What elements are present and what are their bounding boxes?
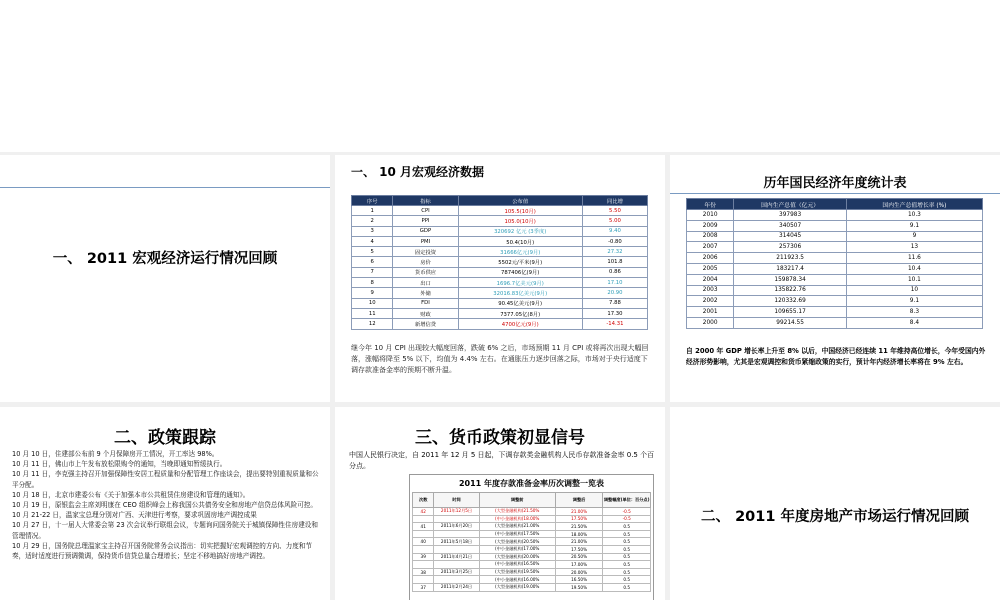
slide-thumbnail-6[interactable] bbox=[670, 407, 1000, 600]
table-row bbox=[413, 576, 651, 584]
table-cell: (大型金融机构)19.00% bbox=[479, 583, 555, 591]
table-title: 2011 年度存款准备金率历次调整一览表 bbox=[458, 479, 605, 488]
table-cell: 41 bbox=[413, 523, 434, 531]
table-cell: 13 bbox=[846, 242, 982, 253]
table-row bbox=[413, 583, 651, 591]
table-row bbox=[352, 226, 648, 236]
slide-title: 一、 2011 宏观经济运行情况回顾 bbox=[52, 251, 278, 267]
table-row bbox=[413, 568, 651, 576]
table-cell: 17.30 bbox=[582, 308, 647, 318]
table-cell: 0.5 bbox=[603, 530, 651, 538]
table-cell: (中小金融机构)18.00% bbox=[479, 515, 555, 523]
table-cell: 0.5 bbox=[603, 523, 651, 531]
table-cell: 2008 bbox=[687, 231, 734, 242]
table-cell: 2000 bbox=[687, 317, 734, 328]
table-cell: 31666亿元(9月) bbox=[458, 247, 582, 257]
table-cell: 21.50% bbox=[555, 523, 603, 531]
table-cell: 1696.7亿美元(9月) bbox=[458, 278, 582, 288]
table-cell: -0.5 bbox=[603, 515, 651, 523]
table-row bbox=[352, 216, 648, 226]
table-row bbox=[413, 538, 651, 546]
table-cell: 21.00% bbox=[555, 538, 603, 546]
table-cell: 39 bbox=[413, 553, 434, 561]
table-cell: (中小金融机构)17.00% bbox=[479, 545, 555, 553]
table-header-cell: 国内生产总值（亿元） bbox=[734, 199, 846, 210]
table-cell: 2011年5月18日 bbox=[434, 538, 479, 546]
table-cell: 397983 bbox=[734, 210, 846, 221]
table-row bbox=[352, 236, 648, 246]
table-cell: 3 bbox=[352, 226, 393, 236]
table-row bbox=[687, 285, 983, 296]
table-cell: 10 bbox=[352, 298, 393, 308]
table-cell: 18.00% bbox=[555, 530, 603, 538]
table-row bbox=[352, 267, 648, 277]
table-cell: 10.4 bbox=[846, 263, 982, 274]
table-cell: 17.50% bbox=[555, 545, 603, 553]
table-cell: 7 bbox=[352, 267, 393, 277]
table-cell bbox=[413, 576, 434, 584]
policy-item: 10 月 19 日，原银监会主席刘明康在 CEO 组织峰会上称我国公共债务安全和房地产信贷总体风险可控。 bbox=[12, 501, 317, 510]
table-cell: 2005 bbox=[687, 263, 734, 274]
policy-item: 10 月 18 日，北京市建委公布《关于加强本市公共租赁住房建设和管理的通知》。 bbox=[12, 490, 250, 499]
slide-thumbnail-1[interactable] bbox=[0, 155, 330, 402]
top-blank-area bbox=[0, 0, 1000, 152]
slide-thumbnail-4[interactable] bbox=[0, 407, 330, 600]
slide-title: 三、货币政策初显信号 bbox=[415, 428, 585, 448]
table-row bbox=[413, 530, 651, 538]
gdp-stats-table bbox=[686, 198, 983, 329]
table-row bbox=[413, 523, 651, 531]
slide-thumbnail-3[interactable] bbox=[670, 155, 1000, 402]
table-header-cell: 序号 bbox=[352, 196, 393, 206]
table-cell: 货币供应 bbox=[393, 267, 458, 277]
table-row bbox=[413, 553, 651, 561]
policy-item: 10 月 11 日，李克强主持召开加强保障性安居工程质量和分配管理工作座谈会，提出要特别重视质量和公平分配。 bbox=[12, 470, 319, 489]
table-row bbox=[687, 253, 983, 264]
table-row bbox=[687, 296, 983, 307]
slide-heading: 历年国民经济年度统计表 bbox=[763, 176, 907, 191]
table-cell bbox=[413, 545, 434, 553]
table-header-cell: 国内生产总值增长率 (%) bbox=[846, 199, 982, 210]
table-cell: 9.1 bbox=[846, 296, 982, 307]
table-cell: (大型金融机构)19.50% bbox=[479, 568, 555, 576]
table-cell: -14.31 bbox=[582, 319, 647, 329]
table-cell bbox=[413, 561, 434, 569]
table-cell: 11 bbox=[352, 308, 393, 318]
table-row bbox=[352, 308, 648, 318]
table-cell: 7.88 bbox=[582, 298, 647, 308]
table-cell: 0.5 bbox=[603, 583, 651, 591]
table-cell: 2006 bbox=[687, 253, 734, 264]
table-cell: 10.3 bbox=[846, 210, 982, 221]
table-row bbox=[687, 317, 983, 328]
table-row bbox=[687, 274, 983, 285]
policy-item: 10 月 27 日，十一届人大常委会第 23 次会议举行联组会议，专题询问国务院关于城镇保障性住房建设和管理情况。 bbox=[12, 521, 318, 540]
table-cell: 8 bbox=[352, 278, 393, 288]
table-cell bbox=[434, 530, 479, 538]
slide-thumbnail-5[interactable] bbox=[335, 407, 665, 600]
table-cell: 183217.4 bbox=[734, 263, 846, 274]
slide-heading: 一、 10 月宏观经济数据 bbox=[351, 165, 485, 179]
table-header-cell: 调整前 bbox=[479, 493, 555, 508]
table-cell: 314045 bbox=[734, 231, 846, 242]
table-cell: 2004 bbox=[687, 274, 734, 285]
table-cell: 5.00 bbox=[582, 216, 647, 226]
table-cell: 27.32 bbox=[582, 247, 647, 257]
table-cell bbox=[434, 545, 479, 553]
table-cell: 20.90 bbox=[582, 288, 647, 298]
table-cell: 19.50% bbox=[555, 583, 603, 591]
table-cell: 17.50% bbox=[555, 515, 603, 523]
table-cell: 5 bbox=[352, 247, 393, 257]
table-header-cell: 公布值 bbox=[458, 196, 582, 206]
table-cell: 0.5 bbox=[603, 538, 651, 546]
policy-item: 10 月 21-22 日，温家宝总理分别对广西、天津进行考察，要求巩固房地产调控成果 bbox=[12, 511, 257, 520]
table-header-cell: 调整幅度(单位：百分点) bbox=[603, 493, 651, 508]
table-row bbox=[687, 263, 983, 274]
table-cell: 9.1 bbox=[846, 220, 982, 231]
slide-thumbnail-2[interactable] bbox=[335, 155, 665, 402]
table-cell: 135822.76 bbox=[734, 285, 846, 296]
table-cell: 10.1 bbox=[846, 274, 982, 285]
table-row bbox=[352, 278, 648, 288]
table-cell: 0.5 bbox=[603, 576, 651, 584]
table-cell: 42 bbox=[413, 508, 434, 516]
table-row bbox=[413, 561, 651, 569]
table-cell: 2001 bbox=[687, 307, 734, 318]
table-header-cell: 年份 bbox=[687, 199, 734, 210]
table-cell: 10 bbox=[846, 285, 982, 296]
table-cell: 1 bbox=[352, 206, 393, 216]
table-cell: 17.00% bbox=[555, 561, 603, 569]
table-row bbox=[413, 515, 651, 523]
table-cell: (大型金融机构)20.00% bbox=[479, 553, 555, 561]
table-cell: 2011年6月20日 bbox=[434, 523, 479, 531]
divider-line bbox=[0, 187, 330, 188]
table-row bbox=[352, 206, 648, 216]
table-header-cell: 指标 bbox=[393, 196, 458, 206]
table-row bbox=[352, 288, 648, 298]
slide-title: 二、政策跟踪 bbox=[114, 428, 216, 448]
table-cell: PMI bbox=[393, 236, 458, 246]
table-cell: 0.5 bbox=[603, 568, 651, 576]
table-cell: 159878.34 bbox=[734, 274, 846, 285]
table-cell: 新增信贷 bbox=[393, 319, 458, 329]
table-row bbox=[352, 247, 648, 257]
table-cell: 16.50% bbox=[555, 576, 603, 584]
table-cell: PPI bbox=[393, 216, 458, 226]
table-cell: 40 bbox=[413, 538, 434, 546]
table-row bbox=[352, 298, 648, 308]
macro-data-table bbox=[351, 195, 648, 330]
table-row bbox=[687, 220, 983, 231]
table-row bbox=[413, 545, 651, 553]
table-cell: 4700亿元(9月) bbox=[458, 319, 582, 329]
reserve-ratio-image bbox=[409, 474, 654, 600]
table-cell: 20.50% bbox=[555, 553, 603, 561]
table-cell: 340507 bbox=[734, 220, 846, 231]
table-cell: -0.5 bbox=[603, 508, 651, 516]
table-cell: FDI bbox=[393, 298, 458, 308]
table-cell: 20.00% bbox=[555, 568, 603, 576]
table-cell: 9 bbox=[352, 288, 393, 298]
table-cell: 2009 bbox=[687, 220, 734, 231]
table-cell: 5502元/平米(9月) bbox=[458, 257, 582, 267]
table-cell: (大型金融机构)21.00% bbox=[479, 523, 555, 531]
table-cell: 9 bbox=[846, 231, 982, 242]
table-cell: 9.40 bbox=[582, 226, 647, 236]
table-cell: 2007 bbox=[687, 242, 734, 253]
table-cell: CPI bbox=[393, 206, 458, 216]
slide-paragraph: 继今年 10 月 CPI 出现较大幅度回落，跌破 6% 之后，市场预期 11 月 CPI 或将再次出现大幅回落，涨幅将降至 5% 以下，均值为 4.4% 左右。在通胀压力逐步回落之际，市场对于央行适度下调存款准备金率的预期不断升温。 bbox=[351, 344, 649, 374]
table-cell: 0.86 bbox=[582, 267, 647, 277]
table-cell: 2 bbox=[352, 216, 393, 226]
table-cell: (中小金融机构)16.00% bbox=[479, 576, 555, 584]
table-cell: 2011年2月24日 bbox=[434, 583, 479, 591]
table-row bbox=[352, 319, 648, 329]
table-cell bbox=[413, 515, 434, 523]
divider-line bbox=[670, 193, 1000, 194]
table-cell: 4 bbox=[352, 236, 393, 246]
policy-item: 10 月 10 日，住建部公布前 9 个月保障房开工情况，开工率达 98%。 bbox=[12, 450, 219, 458]
table-cell: 787406亿(9月) bbox=[458, 267, 582, 277]
table-cell: 105.0(10月) bbox=[458, 216, 582, 226]
table-cell: -0.80 bbox=[582, 236, 647, 246]
policy-list bbox=[12, 449, 322, 561]
table-cell: 38 bbox=[413, 568, 434, 576]
table-cell: 211923.5 bbox=[734, 253, 846, 264]
table-cell: GDP bbox=[393, 226, 458, 236]
table-cell: 7377.05亿(8月) bbox=[458, 308, 582, 318]
table-cell: 257306 bbox=[734, 242, 846, 253]
table-header-cell: 次数 bbox=[413, 493, 434, 508]
table-row bbox=[687, 307, 983, 318]
table-cell: (中小金融机构)16.50% bbox=[479, 561, 555, 569]
table-cell bbox=[434, 561, 479, 569]
slide-paragraph: 自 2000 年 GDP 增长率上升至 8% 以后，中国经济已经连续 11 年维持高位增长，今年受国内外经济形势影响，尤其是宏观调控和货币紧缩政策的实行，预计年内经济增长率将在 9% 左右。 bbox=[686, 347, 986, 366]
table-cell: 320692 亿元 (3季度) bbox=[458, 226, 582, 236]
table-cell: 6 bbox=[352, 257, 393, 267]
table-header-cell: 时间 bbox=[434, 493, 479, 508]
table-cell: 8.4 bbox=[846, 317, 982, 328]
table-cell: 50.4(10月) bbox=[458, 236, 582, 246]
table-cell: (中小金融机构)17.50% bbox=[479, 530, 555, 538]
table-cell: 109655.17 bbox=[734, 307, 846, 318]
table-cell: 11.6 bbox=[846, 253, 982, 264]
table-cell: (大型金融机构)20.50% bbox=[479, 538, 555, 546]
table-cell: 财政 bbox=[393, 308, 458, 318]
table-cell: 2011年12月5日 bbox=[434, 508, 479, 516]
table-row bbox=[687, 242, 983, 253]
table-cell: 120332.69 bbox=[734, 296, 846, 307]
table-cell: 37 bbox=[413, 583, 434, 591]
table-cell: 21.00% bbox=[555, 508, 603, 516]
table-cell: 99214.55 bbox=[734, 317, 846, 328]
slide-title: 二、 2011 年度房地产市场运行情况回顾 bbox=[701, 509, 969, 525]
table-header-cell: 调整后 bbox=[555, 493, 603, 508]
table-cell: 0.5 bbox=[603, 553, 651, 561]
table-cell: 0.5 bbox=[603, 561, 651, 569]
table-cell: 8.3 bbox=[846, 307, 982, 318]
table-cell: 32016.83亿美元(9月) bbox=[458, 288, 582, 298]
table-row bbox=[352, 257, 648, 267]
table-cell: 外储 bbox=[393, 288, 458, 298]
table-cell: 2003 bbox=[687, 285, 734, 296]
table-cell bbox=[413, 530, 434, 538]
slide-intro: 中国人民银行决定，自 2011 年 12 月 5 日起，下调存款类金融机构人民币存款准备金率 0.5 个百分点。 bbox=[349, 451, 655, 470]
table-cell: 17.10 bbox=[582, 278, 647, 288]
table-cell: 出口 bbox=[393, 278, 458, 288]
table-row bbox=[413, 508, 651, 516]
table-cell: 12 bbox=[352, 319, 393, 329]
table-cell bbox=[434, 515, 479, 523]
table-row bbox=[687, 231, 983, 242]
table-cell: 2002 bbox=[687, 296, 734, 307]
policy-item: 10 月 11 日，佛山市上午发布放松限购令的通知，当晚即通知暂缓执行。 bbox=[12, 460, 227, 469]
table-cell bbox=[434, 576, 479, 584]
table-cell: (大型金融机构)21.50% bbox=[479, 508, 555, 516]
table-row bbox=[687, 210, 983, 221]
table-cell: 房价 bbox=[393, 257, 458, 267]
table-cell: 2011年4月21日 bbox=[434, 553, 479, 561]
table-cell: 固定投资 bbox=[393, 247, 458, 257]
policy-item: 10 月 29 日，国务院总理温家宝主持召开国务院常务会议指出：切实把握好宏观调控的方向、力度和节奏，适时适度进行预调微调，保持货币信贷总量合理增长；坚定不移地搞好房地产调控。 bbox=[12, 541, 313, 561]
table-cell: 5.50 bbox=[582, 206, 647, 216]
table-header-cell: 同比增 bbox=[582, 196, 647, 206]
table-cell: 0.5 bbox=[603, 545, 651, 553]
table-cell: 2011年3月25日 bbox=[434, 568, 479, 576]
table-cell: 2010 bbox=[687, 210, 734, 221]
table-cell: 105.5(10月) bbox=[458, 206, 582, 216]
table-cell: 101.8 bbox=[582, 257, 647, 267]
table-cell: 90.45亿美元(9月) bbox=[458, 298, 582, 308]
reserve-ratio-table bbox=[412, 492, 651, 592]
